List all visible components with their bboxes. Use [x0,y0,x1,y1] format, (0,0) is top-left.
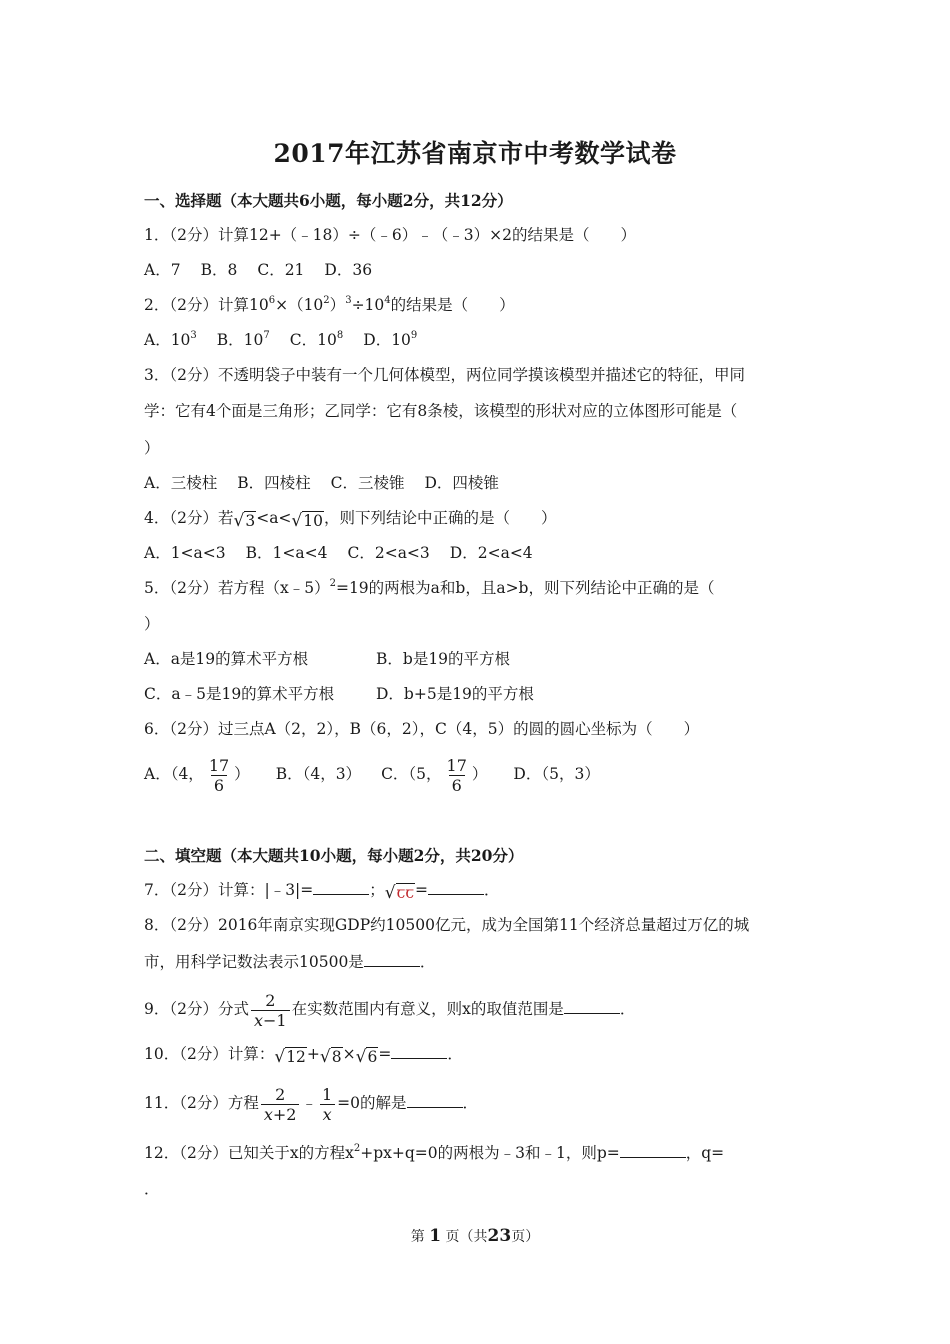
question-3-line-3: ） [144,439,160,457]
question-1-options [144,259,392,281]
option-a[interactable]: A．（4， $\frac{17}{6}$ ） [144,755,250,795]
question-6: 6．（2分）过三点A（2，2），B（6，2），C（4，5）的圆的圆心坐标为（ ） [144,720,700,738]
option-d[interactable]: D．36 [324,261,373,279]
option-a[interactable]: A．1<a<3 [144,544,226,562]
option-c[interactable]: C．a﹣5是19的算术平方根 [144,685,335,703]
fraction: $\frac{2}{x+2}$ [261,1085,300,1124]
sqrt-expression: √ 6 [355,1047,378,1067]
question-6-options [144,752,620,796]
option-d[interactable]: D．2<a<4 [449,544,533,562]
option-b[interactable]: B．（4，3） [275,765,362,783]
sqrt-expression: √ ꞇꞇ [384,883,415,903]
question-2-options [144,329,437,351]
question-3-options [144,472,519,494]
question-12-line-2: ． [144,1180,160,1198]
question-9: 9．（2分）分式 $\frac{2}{x-1}$ 在实数范围内有意义，则x的取值范围是 ． [144,990,636,1030]
question-8-line-1: 8．（2分）2016年南京实现GDP约10500亿元，成为全国第11个经济总量超过万亿的城 [144,916,750,934]
option-d[interactable]: D．$10^9$ [363,330,418,349]
option-b[interactable]: B．1<a<4 [245,544,328,562]
page-title: 2017年江苏省南京市中考数学试卷 [273,139,677,168]
answer-blank[interactable] [620,1142,686,1158]
option-c[interactable]: C．$10^8$ [289,330,344,349]
page-footer: 第 1 页（共23页） [410,1226,540,1246]
page-total: 23 [487,1226,512,1246]
question-10: 10．（2分）计算： √ 12 + √ 8 × √ 6 = ． [144,1045,463,1067]
section-heading-choice: 一、选择题（本大题共6小题，每小题2分，共12分） [144,191,513,210]
question-3-line-1: 3．（2分）不透明袋子中装有一个几何体模型，两位同学摸该模型并描述它的特征，甲同 [144,366,745,384]
sqrt-expression: √ 8 [319,1047,342,1067]
answer-blank[interactable] [564,998,620,1014]
question-5: 5．（2分）若方程（x﹣5）$^2$=19的两根为a和b，且a>b，则下列结论中正确的是（ [144,578,715,597]
question-2: 2．（2分）计算$10^6\times(10^2)^3\div 10^4$的结果是（ ） [144,295,515,314]
option-c[interactable]: C．三棱锥 [330,474,405,492]
question-8-line-2: 市，用科学记数法表示10500是 ． [144,953,436,971]
fraction: $\frac{1}{x}$ [319,1085,335,1124]
sqrt-expression: √ 12 [274,1047,306,1067]
option-b[interactable]: B．8 [200,261,238,279]
option-b[interactable]: B．$10^7$ [216,330,270,349]
question-7: 7．（2分）计算：|﹣3|= ； √ ꞇꞇ = ． [144,881,500,903]
answer-blank[interactable] [407,1092,463,1108]
question-4-options [144,542,553,564]
question-1: 1．（2分）计算12+（﹣18）÷（﹣6）﹣（﹣3）×2的结果是（ ） [144,226,636,244]
option-c[interactable]: C．（5， $\frac{17}{6}$ ） [381,755,488,795]
fraction: $\frac{2}{x-1}$ [251,991,290,1030]
option-b[interactable]: B．b是19的平方根 [376,650,511,668]
section-heading-fill: 二、填空题（本大题共10小题，每小题2分，共20分） [144,846,524,865]
answer-blank[interactable] [391,1043,447,1059]
question-5-options-row-1 [144,648,530,670]
sqrt-expression: √ 3 [233,511,256,531]
fraction: $\frac{17}{6}$ [446,755,467,795]
option-a[interactable]: A．a是19的算术平方根 [144,650,309,668]
question-5-line-2: ） [144,615,160,633]
question-3-line-2: 学：它有4个面是三角形；乙同学：它有8条棱，该模型的形状对应的立体图形可能是（ [144,402,738,420]
answer-blank[interactable] [313,879,369,895]
option-d[interactable]: D．四棱锥 [424,474,499,492]
answer-blank[interactable] [428,879,484,895]
answer-blank[interactable] [364,951,420,967]
fraction: $\frac{17}{6}$ [208,755,230,795]
option-c[interactable]: C．21 [257,261,305,279]
page-number: 1 [429,1226,442,1246]
option-a[interactable]: A．7 [144,261,181,279]
option-d[interactable]: D．（5，3） [513,765,600,783]
option-c[interactable]: C．2<a<3 [347,544,430,562]
question-12: 12．（2分）已知关于x的方程$x^2+px+q=0$的两根为﹣3和﹣1，则p= ，q= [144,1143,725,1162]
question-5-options-row-2 [144,683,554,705]
question-11: 11．（2分）方程 $\frac{2}{x+2}$ ﹣ $\frac{1}{x}$ =0的解是 ． [144,1084,479,1124]
option-b[interactable]: B．四棱柱 [237,474,311,492]
option-d[interactable]: D．b+5是19的平方根 [376,685,534,703]
option-a[interactable]: A．三棱柱 [144,474,218,492]
sqrt-expression: √ 10 [291,511,323,531]
option-a[interactable]: A．$10^3$ [144,330,197,349]
question-4: 4．（2分）若 √ 3 <a< √ 10 ，则下列结论中正确的是（ ） [144,509,557,531]
